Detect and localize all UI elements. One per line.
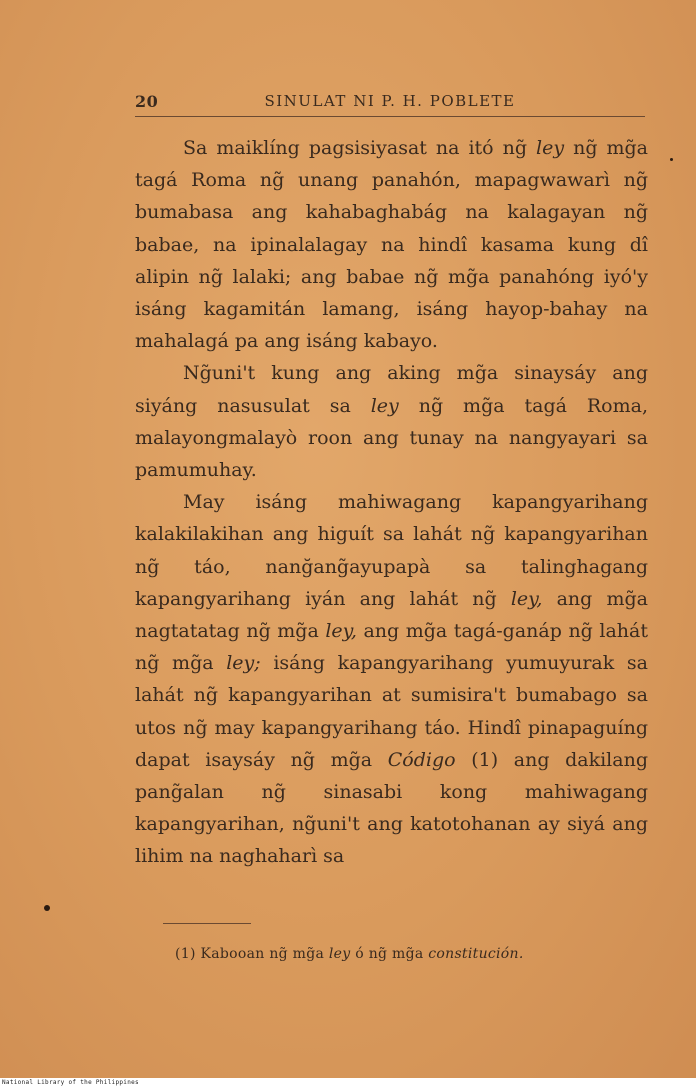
- italic-term: ley: [370, 394, 399, 417]
- italic-term: ley: [536, 137, 565, 159]
- italic-term: ley: [328, 946, 351, 962]
- running-title: SINULAT NI P. H. POBLETE: [264, 92, 516, 110]
- ink-speck: [44, 905, 50, 911]
- text-run: Ng̃uni't kung ang aking mg̃a sinaysáy ang siyáng nasusulat sa: [135, 362, 648, 417]
- italic-term: constitución.: [428, 946, 524, 962]
- running-head: [135, 92, 645, 117]
- text-run: May isáng mahiwagang kapangyarihang kalakilakihan ang higuít sa lahát ng̃ kapangyarihan ng̃ táo, nanğang̃ayupapà sa talinghagang kapangyarihang iyán ang lahát ng̃: [135, 491, 648, 610]
- page-number: 20: [135, 92, 159, 111]
- paragraph-2: [135, 357, 648, 486]
- text-run: Sa maiklíng pagsisiyasat na itó ng̃: [183, 137, 537, 159]
- text-run: (1) ang dakilang pang̃alan ng̃ sinasabi kong mahiwagang kapangyarihan, ng̃uni't ang katotohanan ay siyá ang lihim na naghaharì sa: [135, 748, 648, 868]
- paragraph-1: [135, 132, 648, 357]
- text-run: ó ng̃ mg̃a: [350, 946, 429, 962]
- italic-term: Código: [387, 748, 456, 771]
- italic-term: ley,: [510, 587, 543, 610]
- italic-term: ley;: [226, 652, 261, 675]
- footnote-divider: [163, 923, 251, 924]
- text-run: ng̃ mg̃a tagá Roma ng̃ unang panahón, mapagwawarì ng̃ bumabasa ang kahabaghabág na kalagayan ng̃ babae, na ipinalalagay na hindî kasama kung dî alipin ng̃ lalaki; ang babae ng̃ mg̃a panahóng iyó'y isáng kagamitán lamang, isáng hayop-bahay na mahalagá pa ang isáng kabayo.: [135, 137, 648, 353]
- library-credit: National Library of the Philippines: [2, 1079, 139, 1086]
- text-run: (1) Kabooan ng̃ mg̃a: [175, 946, 329, 962]
- text-run: isáng kapangyarihang yumuyurak sa lahát ng̃ kapangyarihan at sumisira't bumabago sa utos ng̃ may kapangyarihang táo. Hindî pinapaguíng dapat isaysáy ng̃ mg̃a: [135, 652, 648, 771]
- text-run: ang mg̃a nagtatatag ng̃ mg̃a: [135, 587, 648, 643]
- text-run: ang mg̃a tagá-ganáp ng̃ lahát ng̃ mg̃a: [135, 620, 648, 675]
- ink-speck: [670, 158, 673, 161]
- body-text: [135, 132, 648, 873]
- italic-term: ley,: [325, 620, 357, 643]
- text-run: ng̃ mg̃a tagá Roma, malayongmalayò roon ang tunay na nangyayari sa pamumuhay.: [135, 394, 648, 482]
- paragraph-3: [135, 486, 648, 872]
- footnote: [175, 946, 524, 962]
